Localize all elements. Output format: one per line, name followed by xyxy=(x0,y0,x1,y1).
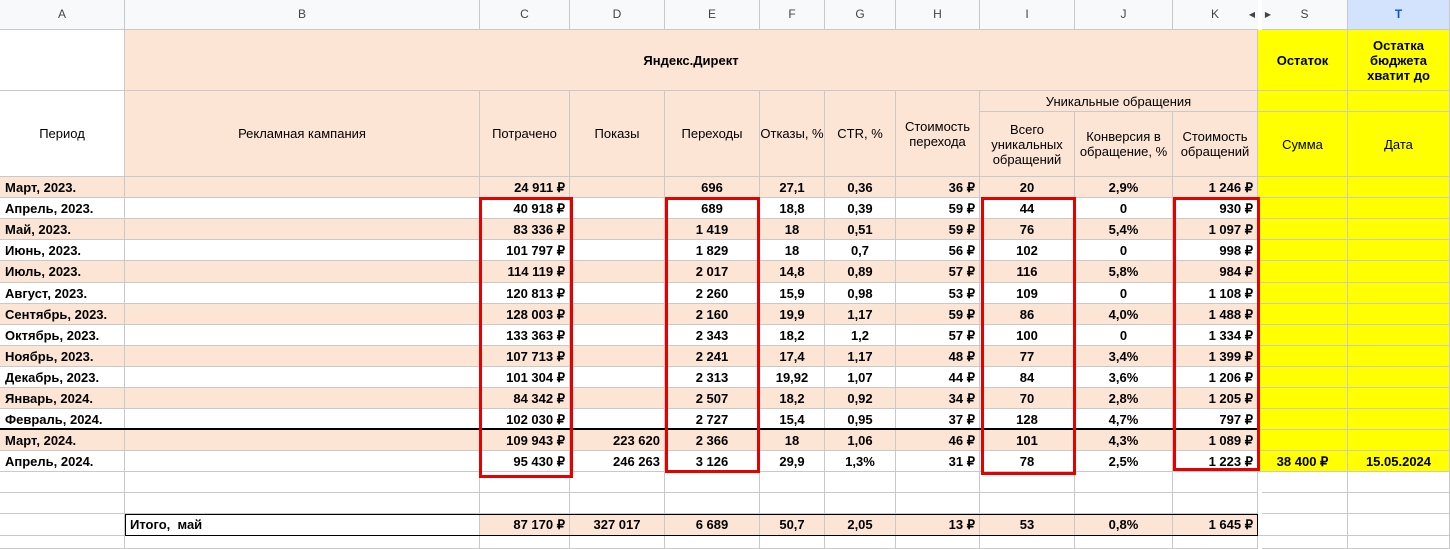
empty-cell[interactable] xyxy=(896,472,980,493)
unique-cost-cell[interactable]: 1 246 ₽ xyxy=(1173,177,1258,198)
empty-cell[interactable] xyxy=(570,536,665,549)
sum-cell[interactable] xyxy=(1258,283,1348,304)
cpc-cell[interactable]: 57 ₽ xyxy=(896,261,980,283)
date-header-spacer[interactable] xyxy=(1348,91,1450,112)
column-header-g[interactable]: G xyxy=(825,0,896,30)
shows-cell[interactable] xyxy=(570,409,665,430)
empty-cell[interactable] xyxy=(980,493,1075,514)
spent-cell[interactable]: 120 813 ₽ xyxy=(480,283,570,304)
conversion-cell[interactable]: 2,8% xyxy=(1075,388,1173,409)
clicks-cell[interactable]: 2 260 xyxy=(665,283,760,304)
empty-cell[interactable] xyxy=(570,472,665,493)
shows-header[interactable]: Показы xyxy=(570,91,665,177)
bounces-cell[interactable]: 18 xyxy=(760,219,825,240)
empty-cell[interactable] xyxy=(980,472,1075,493)
sum-cell[interactable] xyxy=(1258,240,1348,261)
bounces-cell[interactable]: 15,9 xyxy=(760,283,825,304)
shows-cell[interactable] xyxy=(570,261,665,283)
unique-cost-header[interactable]: Стоимость обращений xyxy=(1173,112,1258,177)
ostatok-title[interactable]: Остаток xyxy=(1258,30,1348,91)
conversion-cell[interactable]: 0 xyxy=(1075,283,1173,304)
period-cell[interactable]: Июль, 2023. xyxy=(0,261,125,283)
unique-total-cell[interactable]: 76 xyxy=(980,219,1075,240)
sum-cell[interactable] xyxy=(1258,198,1348,219)
empty-cell[interactable] xyxy=(480,493,570,514)
bounces-cell[interactable]: 19,9 xyxy=(760,304,825,325)
spent-cell[interactable]: 102 030 ₽ xyxy=(480,409,570,430)
campaign-cell[interactable] xyxy=(125,451,480,472)
empty-cell[interactable] xyxy=(1173,536,1258,549)
conversion-cell[interactable]: 0 xyxy=(1075,240,1173,261)
spent-cell[interactable]: 24 911 ₽ xyxy=(480,177,570,198)
spent-cell[interactable]: 101 304 ₽ xyxy=(480,367,570,388)
campaign-cell[interactable] xyxy=(125,430,480,451)
cpc-cell[interactable]: 48 ₽ xyxy=(896,346,980,367)
bounces-cell[interactable]: 18,2 xyxy=(760,325,825,346)
empty-cell[interactable] xyxy=(1348,536,1450,549)
campaign-cell[interactable] xyxy=(125,304,480,325)
cpc-cell[interactable]: 44 ₽ xyxy=(896,367,980,388)
cpc-cell[interactable]: 57 ₽ xyxy=(896,325,980,346)
cpc-cell[interactable]: 37 ₽ xyxy=(896,409,980,430)
conversion-cell[interactable]: 5,8% xyxy=(1075,261,1173,283)
total-sum-empty[interactable] xyxy=(1258,514,1348,536)
conversion-cell[interactable]: 0 xyxy=(1075,198,1173,219)
total-bounces[interactable]: 50,7 xyxy=(760,514,825,536)
empty-cell[interactable] xyxy=(760,493,825,514)
clicks-cell[interactable]: 2 727 xyxy=(665,409,760,430)
total-shows[interactable]: 327 017 xyxy=(570,514,665,536)
clicks-cell[interactable]: 2 313 xyxy=(665,367,760,388)
unique-cost-cell[interactable]: 1 097 ₽ xyxy=(1173,219,1258,240)
ctr-cell[interactable]: 0,39 xyxy=(825,198,896,219)
spent-cell[interactable]: 83 336 ₽ xyxy=(480,219,570,240)
ctr-cell[interactable]: 0,36 xyxy=(825,177,896,198)
cpc-cell[interactable]: 31 ₽ xyxy=(896,451,980,472)
empty-cell[interactable] xyxy=(1173,493,1258,514)
conversion-cell[interactable]: 4,0% xyxy=(1075,304,1173,325)
period-cell[interactable]: Май, 2023. xyxy=(0,219,125,240)
ctr-cell[interactable]: 0,95 xyxy=(825,409,896,430)
shows-cell[interactable] xyxy=(570,388,665,409)
campaign-cell[interactable] xyxy=(125,219,480,240)
date-cell[interactable] xyxy=(1348,346,1450,367)
conversion-cell[interactable]: 0 xyxy=(1075,325,1173,346)
clicks-cell[interactable]: 2 343 xyxy=(665,325,760,346)
clicks-cell[interactable]: 2 507 xyxy=(665,388,760,409)
triangle-left-icon[interactable]: ◀ xyxy=(1246,0,1258,30)
unique-cost-cell[interactable]: 1 205 ₽ xyxy=(1173,388,1258,409)
column-header-k[interactable]: K xyxy=(1173,0,1258,30)
sum-header[interactable]: Сумма xyxy=(1258,112,1348,177)
period-cell[interactable]: Январь, 2024. xyxy=(0,388,125,409)
bounces-cell[interactable]: 18,2 xyxy=(760,388,825,409)
clicks-cell[interactable]: 1 829 xyxy=(665,240,760,261)
sum-cell[interactable] xyxy=(1258,325,1348,346)
total-conversion[interactable]: 0,8% xyxy=(1075,514,1173,536)
empty-cell[interactable] xyxy=(896,493,980,514)
date-cell[interactable] xyxy=(1348,409,1450,430)
sum-header-spacer[interactable] xyxy=(1258,91,1348,112)
empty-cell[interactable] xyxy=(0,493,125,514)
empty-cell[interactable] xyxy=(480,472,570,493)
empty-cell[interactable] xyxy=(125,536,480,549)
shows-cell[interactable] xyxy=(570,304,665,325)
empty-cell[interactable] xyxy=(665,472,760,493)
spent-cell[interactable]: 109 943 ₽ xyxy=(480,430,570,451)
empty-cell[interactable] xyxy=(1348,472,1450,493)
campaign-cell[interactable] xyxy=(125,261,480,283)
cpc-cell[interactable]: 34 ₽ xyxy=(896,388,980,409)
conversion-cell[interactable]: 3,4% xyxy=(1075,346,1173,367)
total-a-cell[interactable] xyxy=(0,514,125,536)
period-cell[interactable]: Сентябрь, 2023. xyxy=(0,304,125,325)
clicks-cell[interactable]: 1 419 xyxy=(665,219,760,240)
campaign-cell[interactable] xyxy=(125,240,480,261)
empty-cell[interactable] xyxy=(825,493,896,514)
date-header[interactable]: Дата xyxy=(1348,112,1450,177)
unique-total-cell[interactable]: 70 xyxy=(980,388,1075,409)
conversion-header[interactable]: Конверсия в обращение, % xyxy=(1075,112,1173,177)
cpc-cell[interactable]: 59 ₽ xyxy=(896,198,980,219)
unique-total-cell[interactable]: 128 xyxy=(980,409,1075,430)
period-cell[interactable]: Октябрь, 2023. xyxy=(0,325,125,346)
clicks-cell[interactable]: 696 xyxy=(665,177,760,198)
shows-cell[interactable] xyxy=(570,240,665,261)
campaign-cell[interactable] xyxy=(125,177,480,198)
ctr-cell[interactable]: 1,07 xyxy=(825,367,896,388)
empty-cell[interactable] xyxy=(125,493,480,514)
total-date-empty[interactable] xyxy=(1348,514,1450,536)
campaign-cell[interactable] xyxy=(125,409,480,430)
sum-cell[interactable] xyxy=(1258,177,1348,198)
clicks-cell[interactable]: 3 126 xyxy=(665,451,760,472)
empty-cell[interactable] xyxy=(1075,493,1173,514)
empty-cell[interactable] xyxy=(1075,472,1173,493)
bounces-cell[interactable]: 18 xyxy=(760,240,825,261)
empty-cell[interactable] xyxy=(760,472,825,493)
bounces-cell[interactable]: 29,9 xyxy=(760,451,825,472)
column-header-f[interactable]: F xyxy=(760,0,825,30)
sum-cell[interactable] xyxy=(1258,367,1348,388)
campaign-cell[interactable] xyxy=(125,346,480,367)
spent-header[interactable]: Потрачено xyxy=(480,91,570,177)
budget-title[interactable]: Остатка бюджета хватит до xyxy=(1348,30,1450,91)
conversion-cell[interactable]: 4,3% xyxy=(1075,430,1173,451)
empty-cell[interactable] xyxy=(896,536,980,549)
clicks-cell[interactable]: 2 366 xyxy=(665,430,760,451)
period-cell[interactable]: Апрель, 2024. xyxy=(0,451,125,472)
clicks-cell[interactable]: 2 017 xyxy=(665,261,760,283)
bounces-cell[interactable]: 27,1 xyxy=(760,177,825,198)
date-cell[interactable] xyxy=(1348,388,1450,409)
date-cell[interactable] xyxy=(1348,198,1450,219)
campaign-cell[interactable] xyxy=(125,388,480,409)
period-cell[interactable]: Февраль, 2024. xyxy=(0,409,125,430)
campaign-header[interactable]: Рекламная кампания xyxy=(125,91,480,177)
bounces-cell[interactable]: 19,92 xyxy=(760,367,825,388)
conversion-cell[interactable]: 2,5% xyxy=(1075,451,1173,472)
period-header[interactable]: Период xyxy=(0,91,125,177)
column-header-j[interactable]: J xyxy=(1075,0,1173,30)
column-header-e[interactable]: E xyxy=(665,0,760,30)
conversion-cell[interactable]: 3,6% xyxy=(1075,367,1173,388)
period-cell[interactable]: Март, 2023. xyxy=(0,177,125,198)
empty-cell[interactable] xyxy=(125,472,480,493)
empty-cell[interactable] xyxy=(1262,536,1348,549)
empty-cell[interactable] xyxy=(665,536,760,549)
empty-cell[interactable] xyxy=(825,472,896,493)
total-unique[interactable]: 53 xyxy=(980,514,1075,536)
total-cpc[interactable]: 13 ₽ xyxy=(896,514,980,536)
shows-cell[interactable]: 246 263 xyxy=(570,451,665,472)
column-header-d[interactable]: D xyxy=(570,0,665,30)
sum-cell[interactable]: 38 400 ₽ xyxy=(1258,451,1348,472)
empty-cell[interactable] xyxy=(1075,536,1173,549)
period-cell[interactable]: Апрель, 2023. xyxy=(0,198,125,219)
column-header-s[interactable]: S xyxy=(1262,0,1348,30)
row-divider xyxy=(0,428,1258,430)
empty-cell[interactable] xyxy=(1173,472,1258,493)
column-header-h[interactable]: H xyxy=(896,0,980,30)
shows-cell[interactable] xyxy=(570,325,665,346)
cpc-cell[interactable]: 56 ₽ xyxy=(896,240,980,261)
campaign-cell[interactable] xyxy=(125,198,480,219)
conversion-cell[interactable]: 4,7% xyxy=(1075,409,1173,430)
empty-cell[interactable] xyxy=(665,493,760,514)
empty-cell[interactable] xyxy=(1262,493,1348,514)
unique-total-cell[interactable]: 20 xyxy=(980,177,1075,198)
shows-cell[interactable] xyxy=(570,283,665,304)
shows-cell[interactable] xyxy=(570,198,665,219)
cell-a1[interactable] xyxy=(0,30,125,91)
period-cell[interactable]: Ноябрь, 2023. xyxy=(0,346,125,367)
column-header-a[interactable]: A xyxy=(0,0,125,30)
unique-cost-cell[interactable]: 1 223 ₽ xyxy=(1173,451,1258,472)
cpc-cell[interactable]: 59 ₽ xyxy=(896,304,980,325)
unique-total-cell[interactable]: 101 xyxy=(980,430,1075,451)
ctr-cell[interactable]: 0,51 xyxy=(825,219,896,240)
date-cell[interactable] xyxy=(1348,325,1450,346)
spent-cell[interactable]: 133 363 ₽ xyxy=(480,325,570,346)
spent-cell[interactable]: 114 119 ₽ xyxy=(480,261,570,283)
spent-cell[interactable]: 40 918 ₽ xyxy=(480,198,570,219)
period-cell[interactable]: Июнь, 2023. xyxy=(0,240,125,261)
cpc-cell[interactable]: 46 ₽ xyxy=(896,430,980,451)
ctr-cell[interactable]: 1,3% xyxy=(825,451,896,472)
unique-total-cell[interactable]: 84 xyxy=(980,367,1075,388)
unique-cost-cell[interactable]: 984 ₽ xyxy=(1173,261,1258,283)
date-cell[interactable]: 15.05.2024 xyxy=(1348,451,1450,472)
spent-cell[interactable]: 107 713 ₽ xyxy=(480,346,570,367)
campaign-cell[interactable] xyxy=(125,283,480,304)
unique-total-header[interactable]: Всего уникальных обращений xyxy=(980,112,1075,177)
cpc-cell[interactable]: 59 ₽ xyxy=(896,219,980,240)
cpc-cell[interactable]: 53 ₽ xyxy=(896,283,980,304)
triangle-right-icon[interactable]: ▶ xyxy=(1262,0,1274,30)
spent-cell[interactable]: 95 430 ₽ xyxy=(480,451,570,472)
cpc-header[interactable]: Стоимость перехода xyxy=(896,91,980,177)
unique-cost-cell[interactable]: 797 ₽ xyxy=(1173,409,1258,430)
unique-total-cell[interactable]: 44 xyxy=(980,198,1075,219)
unique-cost-cell[interactable]: 1 089 ₽ xyxy=(1173,430,1258,451)
ctr-cell[interactable]: 1,17 xyxy=(825,304,896,325)
sum-cell[interactable] xyxy=(1258,219,1348,240)
column-header-b[interactable]: B xyxy=(125,0,480,30)
column-header-i[interactable]: I xyxy=(980,0,1075,30)
unique-cost-cell[interactable]: 1 334 ₽ xyxy=(1173,325,1258,346)
campaign-cell[interactable] xyxy=(125,367,480,388)
sum-cell[interactable] xyxy=(1258,430,1348,451)
shows-cell[interactable] xyxy=(570,367,665,388)
shows-cell[interactable] xyxy=(570,346,665,367)
conversion-cell[interactable]: 5,4% xyxy=(1075,219,1173,240)
date-cell[interactable] xyxy=(1348,304,1450,325)
column-header-c[interactable]: C xyxy=(480,0,570,30)
period-cell[interactable]: Декабрь, 2023. xyxy=(0,367,125,388)
date-cell[interactable] xyxy=(1348,261,1450,283)
unique-total-cell[interactable]: 77 xyxy=(980,346,1075,367)
date-cell[interactable] xyxy=(1348,367,1450,388)
clicks-header[interactable]: Переходы xyxy=(665,91,760,177)
clicks-cell[interactable]: 689 xyxy=(665,198,760,219)
spent-cell[interactable]: 101 797 ₽ xyxy=(480,240,570,261)
date-cell[interactable] xyxy=(1348,430,1450,451)
empty-cell[interactable] xyxy=(0,472,125,493)
unique-total-cell[interactable]: 78 xyxy=(980,451,1075,472)
total-clicks[interactable]: 6 689 xyxy=(665,514,760,536)
shows-cell[interactable] xyxy=(570,177,665,198)
ctr-cell[interactable]: 0,7 xyxy=(825,240,896,261)
spent-cell[interactable]: 84 342 ₽ xyxy=(480,388,570,409)
unique-cost-cell[interactable]: 1 108 ₽ xyxy=(1173,283,1258,304)
unique-total-cell[interactable]: 116 xyxy=(980,261,1075,283)
bounces-header[interactable]: Отказы, % xyxy=(760,91,825,177)
period-cell[interactable]: Март, 2024. xyxy=(0,430,125,451)
unique-total-cell[interactable]: 86 xyxy=(980,304,1075,325)
shows-cell[interactable]: 223 620 xyxy=(570,430,665,451)
unique-cost-cell[interactable]: 930 ₽ xyxy=(1173,198,1258,219)
bounces-cell[interactable]: 14,8 xyxy=(760,261,825,283)
total-spent[interactable]: 87 170 ₽ xyxy=(480,514,570,536)
empty-cell[interactable] xyxy=(1348,493,1450,514)
ctr-cell[interactable]: 0,89 xyxy=(825,261,896,283)
ctr-cell[interactable]: 0,92 xyxy=(825,388,896,409)
bounces-cell[interactable]: 18 xyxy=(760,430,825,451)
spent-cell[interactable]: 128 003 ₽ xyxy=(480,304,570,325)
ctr-cell[interactable]: 0,98 xyxy=(825,283,896,304)
unique-cost-cell[interactable]: 1 488 ₽ xyxy=(1173,304,1258,325)
date-cell[interactable] xyxy=(1348,177,1450,198)
bounces-cell[interactable]: 17,4 xyxy=(760,346,825,367)
empty-cell[interactable] xyxy=(0,536,125,549)
sum-cell[interactable] xyxy=(1258,346,1348,367)
total-ctr[interactable]: 2,05 xyxy=(825,514,896,536)
conversion-cell[interactable]: 2,9% xyxy=(1075,177,1173,198)
bounces-cell[interactable]: 18,8 xyxy=(760,198,825,219)
empty-cell[interactable] xyxy=(760,536,825,549)
yandex-direct-title[interactable]: Яндекс.Директ xyxy=(125,30,1258,91)
ctr-cell[interactable]: 1,17 xyxy=(825,346,896,367)
unique-group-header[interactable]: Уникальные обращения xyxy=(980,91,1258,112)
ctr-cell[interactable]: 1,2 xyxy=(825,325,896,346)
shows-cell[interactable] xyxy=(570,219,665,240)
unique-cost-cell[interactable]: 1 399 ₽ xyxy=(1173,346,1258,367)
bounces-cell[interactable]: 15,4 xyxy=(760,409,825,430)
empty-cell[interactable] xyxy=(480,536,570,549)
empty-cell[interactable] xyxy=(570,493,665,514)
sum-cell[interactable] xyxy=(1258,261,1348,283)
date-cell[interactable] xyxy=(1348,240,1450,261)
sum-cell[interactable] xyxy=(1258,409,1348,430)
column-header-t[interactable]: T xyxy=(1348,0,1450,30)
clicks-cell[interactable]: 2 241 xyxy=(665,346,760,367)
unique-cost-cell[interactable]: 1 206 ₽ xyxy=(1173,367,1258,388)
ctr-cell[interactable]: 1,06 xyxy=(825,430,896,451)
ctr-header[interactable]: CTR, % xyxy=(825,91,896,177)
unique-cost-cell[interactable]: 998 ₽ xyxy=(1173,240,1258,261)
date-cell[interactable] xyxy=(1348,219,1450,240)
empty-cell[interactable] xyxy=(1262,472,1348,493)
empty-cell[interactable] xyxy=(980,536,1075,549)
unique-total-cell[interactable]: 109 xyxy=(980,283,1075,304)
empty-cell[interactable] xyxy=(825,536,896,549)
clicks-cell[interactable]: 2 160 xyxy=(665,304,760,325)
date-cell[interactable] xyxy=(1348,283,1450,304)
sum-cell[interactable] xyxy=(1258,304,1348,325)
campaign-cell[interactable] xyxy=(125,325,480,346)
unique-total-cell[interactable]: 100 xyxy=(980,325,1075,346)
cpc-cell[interactable]: 36 ₽ xyxy=(896,177,980,198)
sum-cell[interactable] xyxy=(1258,388,1348,409)
unique-total-cell[interactable]: 102 xyxy=(980,240,1075,261)
period-cell[interactable]: Август, 2023. xyxy=(0,283,125,304)
total-label[interactable]: Итого, май xyxy=(125,514,480,536)
total-unique-cost[interactable]: 1 645 ₽ xyxy=(1173,514,1258,536)
